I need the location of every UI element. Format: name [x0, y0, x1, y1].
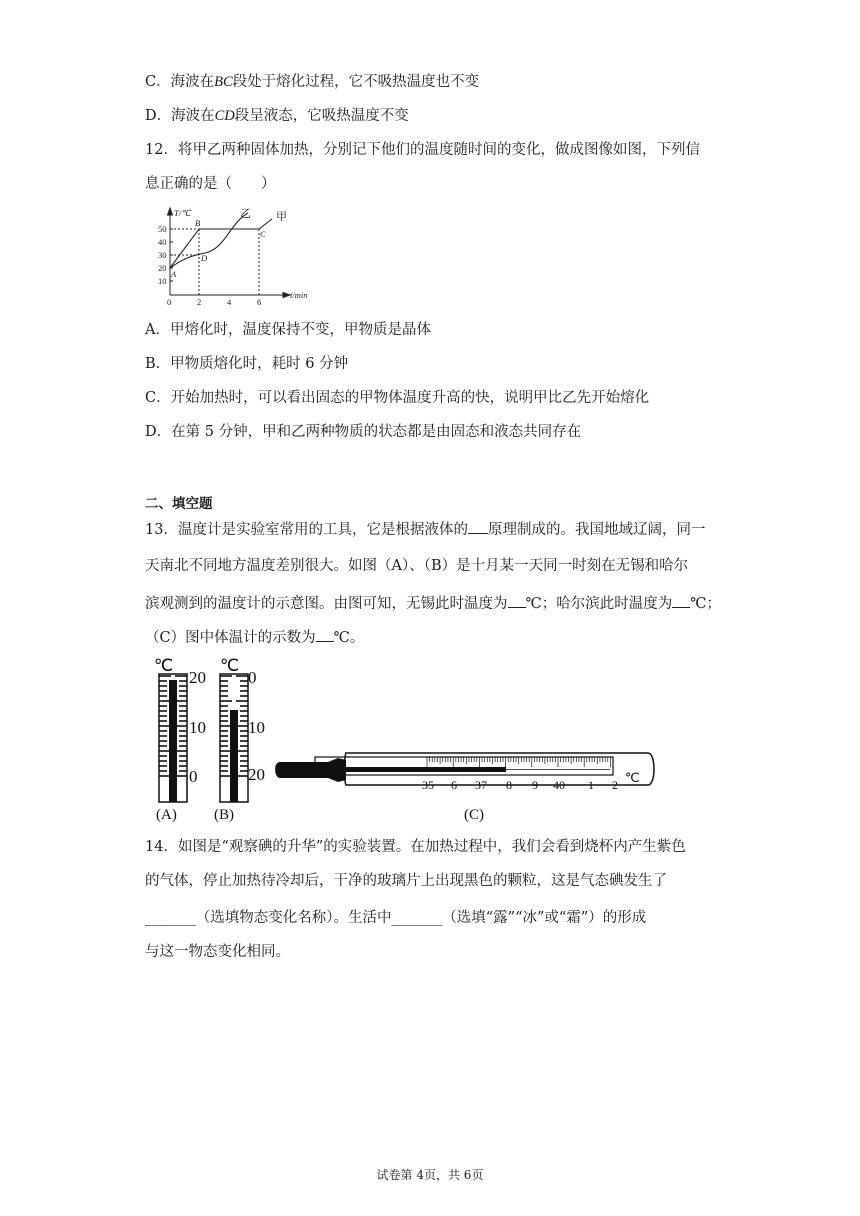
thermometer-a-label-20: 20: [189, 668, 206, 687]
q13-line3: [145, 593, 721, 614]
thermometer-c-label-35: 35: [422, 778, 434, 792]
y-axis-label: T/℃: [174, 208, 191, 218]
q14-line3: [145, 908, 646, 928]
q13-line1-post: 原理制成的。我国地域辽阔，同一: [487, 522, 706, 538]
q14-line3-post: （选填“露”“冰”或“霜”）的形成: [442, 910, 647, 926]
thermometer-c: [275, 753, 654, 823]
point-b-label: B: [195, 218, 201, 228]
q12-option-c: C．开始加热时，可以看出固态的甲物体温度升高的快，说明甲比乙先开始熔化: [145, 390, 650, 406]
q14-line1: 14．如图是“观察碘的升华”的实验装置。在加热过程中，我们会看到烧杯内产生紫色: [145, 839, 686, 855]
y-tick-10: 10: [158, 276, 167, 286]
q12-option-b: B．甲物质熔化时，耗时 6 分钟: [145, 356, 349, 372]
q14-line3-mid: （选填物态变化名称）。生活中: [195, 910, 392, 926]
thermometer-c-label-40: 40: [553, 778, 565, 792]
thermometer-a-label-10: 10: [189, 718, 206, 737]
y-axis-arrow: [168, 208, 173, 215]
q13-blank-wuxi: [508, 593, 526, 608]
q14-blank-1: _______: [145, 910, 196, 926]
q13-line1-pre: 13．温度计是实验室常用的工具，它是根据液体的: [145, 522, 468, 538]
section-title: 二、填空题: [145, 496, 213, 512]
thermometer-c-label-39: 9: [532, 778, 538, 792]
y-tick-20: 20: [158, 263, 167, 273]
q13-line4-pre: （C）图中体温计的示数为: [145, 630, 316, 646]
q13-line3-mid: ℃；哈尔滨此时温度为: [525, 596, 673, 612]
x-tick-0: 0: [167, 297, 172, 307]
thermometer-a-unit: ℃: [154, 656, 174, 675]
series-yi-line: [170, 213, 248, 268]
q13-thermometers-figure: [140, 654, 665, 826]
x-axis-label: t/min: [290, 290, 308, 300]
x-tick-4: 4: [227, 297, 232, 307]
q11-option-c: [145, 72, 479, 92]
thermometer-b-label-10: 10: [248, 718, 265, 737]
thermometer-a-label-0: 0: [189, 767, 198, 786]
q13-line4: [145, 627, 364, 648]
q13-line4-post: ℃。: [333, 630, 365, 646]
q13-line3-post: ℃；: [690, 596, 721, 612]
q11-option-c-prefix: C．海波在: [145, 74, 215, 90]
q14-line4: 与这一物态变化相同。: [145, 944, 290, 960]
y-tick-30: 30: [158, 250, 167, 260]
q13-blank-body-temp: [316, 627, 334, 642]
q11-option-d-text: 段呈液态，它吸热温度不变: [234, 108, 409, 124]
q11-option-d-var: CD: [214, 108, 235, 124]
thermometer-b-unit: ℃: [220, 656, 240, 675]
thermometer-b-label-20: 20: [248, 765, 265, 784]
q11-option-d-prefix: D．海波在: [145, 108, 215, 124]
x-axis-arrow: [283, 293, 290, 298]
point-d-label: D: [201, 253, 208, 263]
q13-line2: 天南北不同地方温度差别很大。如图（A）、（B）是十月某一天同一时刻在无锡和哈尔: [145, 558, 689, 574]
thermometer-b-caption: (B): [214, 807, 234, 823]
thermometer-c-unit: ℃: [625, 770, 640, 785]
y-tick-40: 40: [158, 237, 167, 247]
point-c-label: C: [260, 229, 266, 239]
thermometer-c-label-37: 37: [475, 778, 487, 792]
thermometer-b: [214, 656, 265, 823]
q11-option-c-text: 段处于熔化过程，它不吸热温度也不变: [232, 74, 480, 90]
x-tick-6: 6: [257, 297, 262, 307]
series-jia-label: 甲: [276, 211, 287, 223]
x-tick-2: 2: [197, 297, 202, 307]
thermometer-c-label-38: 8: [506, 778, 512, 792]
q12-stem-line1: 12．将甲乙两种固体加热，分别记下他们的温度随时间的变化，做成图像如图，下列信: [145, 142, 700, 158]
q12-temperature-graph: [140, 205, 320, 310]
q12-option-a: A．甲熔化时，温度保持不变，甲物质是晶体: [145, 322, 431, 338]
q13-line1: [145, 519, 705, 540]
q11-option-d: [145, 106, 409, 126]
q12-stem-line2: 息正确的是（ ）: [145, 176, 276, 192]
q14-blank-2: _______: [391, 910, 443, 926]
q13-line3-pre: 滨观测到的温度计的示意图。由图可知，无锡此时温度为: [145, 596, 508, 612]
point-a-label: A: [171, 269, 177, 279]
thermometer-a-caption: (A): [156, 807, 177, 823]
thermometer-a: [154, 656, 206, 823]
thermometer-c-label-41: 1: [588, 778, 594, 792]
thermometer-c-label-36: 6: [451, 778, 457, 792]
series-yi-label: 乙: [240, 208, 251, 220]
q11-option-c-var: BC: [214, 74, 233, 90]
thermometer-c-caption: (C): [464, 807, 484, 823]
y-tick-50: 50: [158, 224, 167, 234]
q12-option-d: D．在第 5 分钟，甲和乙两种物质的状态都是由固态和液态共同存在: [145, 424, 582, 440]
thermometer-b-label-0: 0: [248, 668, 257, 687]
q13-blank-principle: [468, 519, 488, 534]
q14-line2: 的气体，停止加热待冷却后，干净的玻璃片上出现黑色的颗粒，这是气态碘发生了: [145, 873, 667, 889]
q13-blank-harbin: [672, 593, 690, 608]
thermometer-c-label-42: 2: [612, 778, 618, 792]
page-footer: 试卷第 4页，共 6页: [376, 1168, 484, 1182]
